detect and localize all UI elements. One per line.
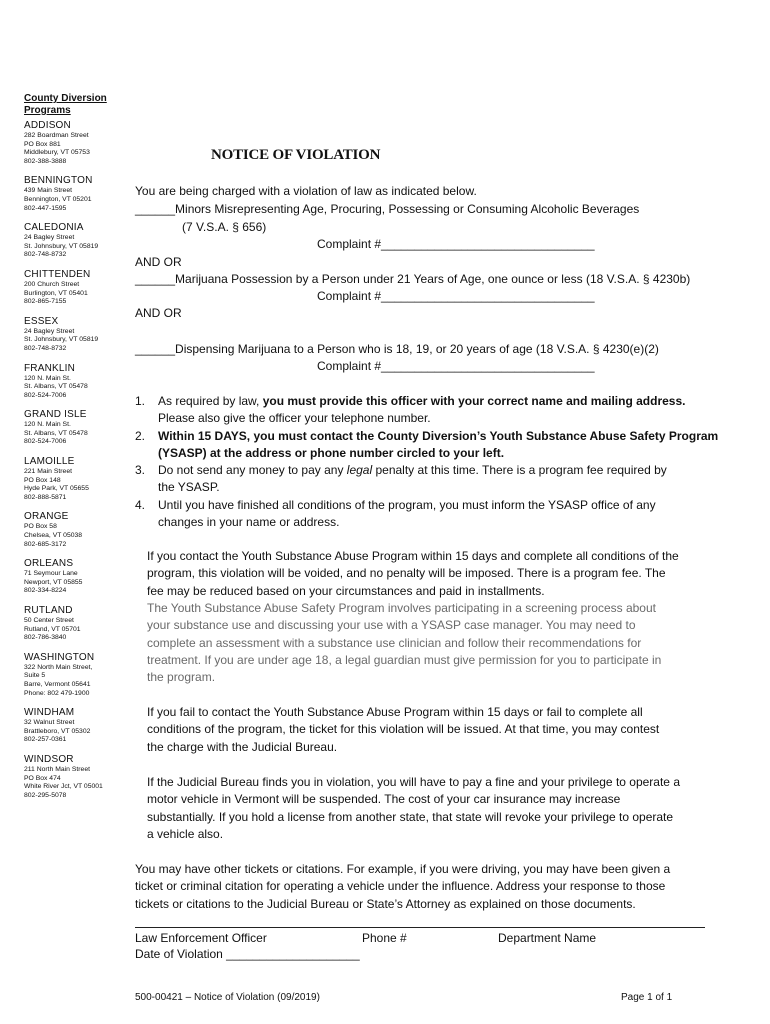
county-name: BENNINGTON [24,175,93,187]
county-address-line: 32 Walnut Street [24,719,75,727]
paragraph-p1-gray-line: complete an assessment with a substance use clinician and follow their recommendations for [147,635,642,650]
instruction-3-cont: the YSASP. [158,480,220,494]
county-address-line: 71 Seymour Lane [24,570,78,578]
paragraph-p4-line: ticket or criminal citation for operating a vehicle under the influence. Address your response to those [135,879,666,894]
county-address-line: PO Box 881 [24,140,61,148]
county-franklin [24,363,124,401]
county-windsor [24,754,124,800]
county-address-line: 802-257-0361 [24,736,67,744]
county-bennington [24,175,124,213]
county-address-line: 221 Main Street [24,468,72,476]
paragraph-p1-gray-line: your substance use and discussing your use with a YSASP case manager. You may need to [147,618,636,633]
county-address-line: 802-888-5871 [24,493,67,501]
county-rutland [24,605,124,643]
complaint-number-2[interactable]: Complaint #________________________________ [317,289,595,303]
county-name: WINDSOR [24,753,74,765]
form-id: 500-00421 – Notice of Violation (09/2019) [135,992,320,1003]
paragraph-p1-line: If you contact the Youth Substance Abuse Program within 15 days and complete all conditions of the [147,549,679,563]
county-address-line: 802-388-3888 [24,157,67,165]
page-title: NOTICE OF VIOLATION [211,147,381,163]
paragraph-p3-line: motor vehicle in Vermont will be suspended. The cost of your car insurance may increase [147,792,621,807]
page-number: Page 1 of 1 [621,992,673,1003]
county-address-line: 802-524-7006 [24,391,67,399]
county-address-line: Chelsea, VT 05038 [24,532,83,540]
instruction-2-number: 2. [135,429,146,443]
county-address-line: St. Albans, VT 05478 [24,383,88,391]
charge-marijuana-dispensing[interactable]: ______Dispensing Marijuana to a Person who is 18, 19, or 20 years of age (18 V.S.A. § 4230(e)(2) [135,342,659,356]
county-address-line: St. Johnsbury, VT 05819 [24,242,99,250]
instruction-2 [158,428,718,445]
county-diversion-sidebar [24,93,124,800]
paragraph-p2-line: conditions of the program, the ticket for this violation will be issued. At that time, you may contest [147,722,660,737]
instruction-3 [158,462,667,479]
county-address-line: Newport, VT 05855 [24,578,83,586]
county-name: ORANGE [24,511,69,523]
instruction-4-cont: changes in your name or address. [158,515,340,529]
paragraph-p4-line: You may have other tickets or citations. For example, if you were driving, you may have been given a [135,862,671,876]
county-address-line: PO Box 474 [24,774,61,782]
paragraph-p4-line: tickets or citations to the Judicial Bureau or State’s Attorney as explained on those documents. [135,896,636,911]
county-address-line: 802-748-8732 [24,344,67,352]
county-orleans [24,558,124,596]
county-washington [24,652,124,698]
county-address-line: White River Jct, VT 05001 [24,783,103,791]
department-label: Department Name [498,931,597,945]
signature-divider [135,927,705,928]
county-name: WASHINGTON [24,651,95,663]
complaint-number-1[interactable]: Complaint #________________________________ [317,237,595,251]
instruction-4: Until you have finished all conditions of the program, you must inform the YSASP office of any [158,498,656,512]
county-address-line: 24 Bagley Street [24,327,75,335]
instruction-1-number: 1. [135,394,146,408]
county-address-line: 322 North Main Street, [24,663,93,671]
county-orange [24,511,124,549]
instruction-1-text: As required by law, [158,394,263,408]
sidebar-header [24,93,124,117]
officer-label: Law Enforcement Officer [135,931,267,945]
county-address-line: 802-524-7006 [24,438,67,446]
paragraph-p2-line: If you fail to contact the Youth Substance Abuse Program within 15 days or fail to complete all [147,705,643,719]
county-name: ESSEX [24,315,59,327]
county-address-line: Middlebury, VT 05753 [24,149,90,157]
county-name: ADDISON [24,120,71,131]
instruction-1 [158,393,685,410]
county-address-line: 282 Boardman Street [24,132,89,139]
county-address-line: 802-748-8732 [24,251,67,259]
county-address-line: PO Box 148 [24,476,61,484]
county-essex [24,316,124,354]
sidebar-header-line1: County Diversion [24,93,107,104]
paragraph-p1-line: fee may be reduced based on your circumstances and paid in installments. [147,583,545,598]
instruction-3-text-b: penalty at this time. There is a program fee required by [372,463,667,477]
county-address-line: 802-865-7155 [24,298,67,306]
instruction-2-bold: Within 15 DAYS, you must contact the County Diversion’s Youth Substance Abuse Safety Program [158,429,719,443]
instruction-3-text: Do not send any money to pay any [158,463,347,477]
county-name: ORLEANS [24,558,74,570]
county-address-line: 211 North Main Street [24,765,90,773]
county-address-line: 802-295-5078 [24,791,67,799]
county-address-line: Rutland, VT 05701 [24,625,81,633]
paragraph-p3-line: substantially. If you hold a license from another state, that state will revoke your privilege to operate [147,809,674,824]
date-of-violation[interactable]: Date of Violation ____________________ [135,947,360,961]
instruction-4-number: 4. [135,498,146,512]
charge-alcohol[interactable]: ______Minors Misrepresenting Age, Procuring, Possessing or Consuming Alcoholic Beverages [135,202,640,216]
county-address-line: 802-685-3172 [24,540,67,548]
county-name: LAMOILLE [24,456,75,468]
county-address-line: Barre, Vermont 05641 [24,680,91,688]
county-address-line: 802-786-3840 [24,634,67,642]
paragraph-p1-gray-line: the program. [147,670,216,685]
county-name: WINDHAM [24,707,75,719]
paragraph-p2-line: the charge with the Judicial Bureau. [147,739,338,754]
county-address-line: Hyde Park, VT 05655 [24,485,89,493]
paragraph-p1-gray-line: The Youth Substance Abuse Safety Program involves participating in a screening process about [147,601,656,615]
county-grand-isle [24,409,124,447]
and-or-1: AND OR [135,255,182,269]
complaint-number-3[interactable]: Complaint #________________________________ [317,359,595,373]
instruction-3-number: 3. [135,463,146,477]
county-address-line: PO Box 58 [24,523,57,531]
county-address-line: 439 Main Street [24,187,72,195]
county-address-line: 802-447-1595 [24,204,67,212]
county-address-line: Brattleboro, VT 05302 [24,727,91,735]
county-address-line: 50 Center Street [24,617,74,624]
paragraph-p1-gray-line: treatment. If you are under age 18, a legal guardian must give permission for you to participate in [147,652,662,667]
and-or-2: AND OR [135,306,182,320]
county-address-line: 24 Bagley Street [24,234,75,242]
phone-label: Phone # [362,931,407,945]
charge-alcohol-statute: (7 V.S.A. § 656) [182,220,267,234]
county-name: CALEDONIA [24,222,84,234]
county-address-line: Bennington, VT 05201 [24,195,92,203]
county-address-line: Phone: 802 479-1900 [24,689,90,697]
county-addison [24,120,124,166]
county-address-line: 120 N. Main St. [24,421,71,429]
county-list [24,120,124,800]
county-address-line: St. Johnsbury, VT 05819 [24,336,99,344]
charge-marijuana-possession[interactable]: ______Marijuana Possession by a Person under 21 Years of Age, one ounce or less (18 V.S.A. § 4230b) [135,272,691,286]
county-chittenden [24,269,124,307]
instruction-2-bold-cont: (YSASP) at the address or phone number circled to your left. [158,446,505,460]
county-address-line: Suite 5 [24,672,46,680]
county-name: GRAND ISLE [24,409,87,421]
paragraph-p3-line: a vehicle also. [147,826,224,841]
county-address-line: 802-334-8224 [24,587,67,595]
instruction-3-italic: legal [346,463,373,477]
paragraph-p3-line: If the Judicial Bureau finds you in violation, you will have to pay a fine and your privilege to operate a [147,775,680,789]
county-caledonia [24,222,124,260]
instruction-1-bold: you must provide this officer with your correct name and mailing address. [262,394,686,408]
county-address-line: 120 N. Main St. [24,374,71,382]
county-address-line: St. Albans, VT 05478 [24,429,88,437]
paragraph-p1-line: program, this violation will be voided, and no penalty will be imposed. There is a program fee. The [147,566,666,581]
county-name: CHITTENDEN [24,268,91,280]
county-lamoille [24,456,124,502]
county-address-line: Burlington, VT 05401 [24,289,88,297]
instruction-2-cont [158,445,504,462]
sidebar-header-line2: Programs [24,105,71,116]
county-address-line: 200 Church Street [24,280,80,288]
county-windham [24,707,124,745]
charges-intro: You are being charged with a violation of law as indicated below. [135,184,477,198]
county-name: FRANKLIN [24,362,76,374]
county-name: RUTLAND [24,605,73,616]
instruction-1-cont: Please also give the officer your telephone number. [158,411,431,425]
